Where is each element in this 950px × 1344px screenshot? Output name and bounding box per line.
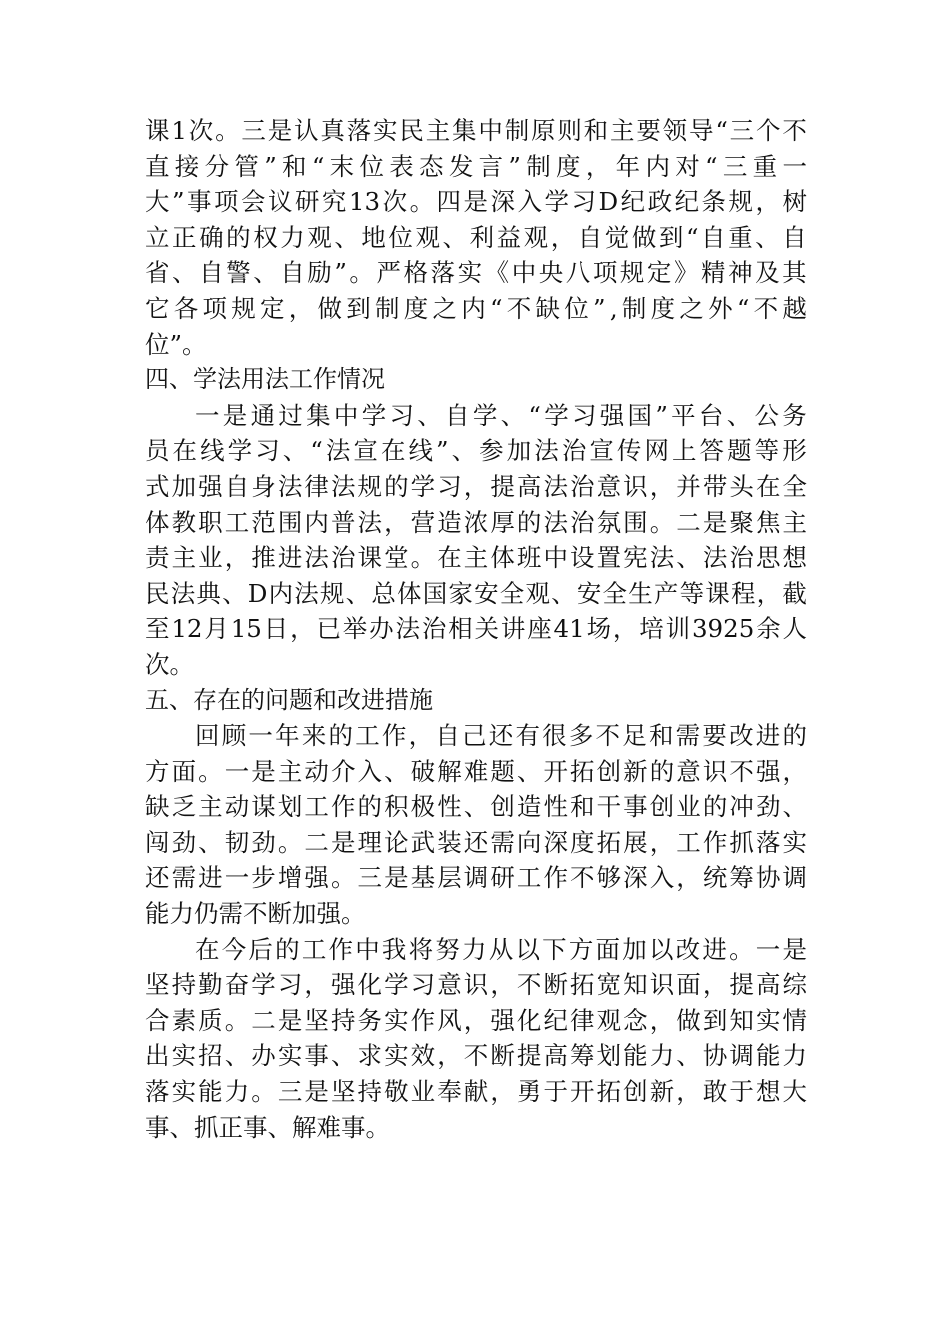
text-line: 位”。 xyxy=(145,329,207,359)
text-line: 次。 xyxy=(145,649,194,679)
text-line: 回 顾 一 年 来 的 工 作 ， 自 己 还 有 很 多 不 足 和 需 要 改 进 的 xyxy=(195,721,807,751)
text-line: 落 实 能 力 。 三 是 坚 持 敬 业 奉 献 ， 勇 于 开 拓 创 新 ， 敢 于 想 大 xyxy=(145,1077,807,1107)
text-line: 能力仍需不断加强。 xyxy=(145,899,366,929)
text-line: 省 、 自 警 、 自 励 ” 。 严 格 落 实 《 中 央 八 项 规 定 》 精 神 及 其 xyxy=(145,258,807,288)
text-line: 责 主 业 ， 推 进 法 治 课 堂 。 在 主 体 班 中 设 置 宪 法 、 法 治 思 想 xyxy=(145,543,807,573)
text-line: 员 在 线 学 习 、 “ 法 宣 在 线 ” 、 参 加 法 治 宣 传 网 上 答 题 等 形 xyxy=(145,436,807,466)
text-line: 一 是 通 过 集 中 学 习 、 自 学 、 “ 学 习 强 国 ” 平 台 、 公 务 xyxy=(195,400,807,430)
text-line: 大 ” 事 项 会 议 研 究 13 次 。 四 是 深 入 学 习 D 纪 政 纪 条 规 ， 树 xyxy=(145,187,807,217)
paragraph-section5-improvements xyxy=(145,932,807,1146)
text-line: 式 加 强 自 身 法 律 法 规 的 学 习 ， 提 高 法 治 意 识 ， 并 带 头 在 全 xyxy=(145,471,807,501)
text-line: 课 1 次 。 三 是 认 真 落 实 民 主 集 中 制 原 则 和 主 要 领 导 “ 三 个 不 xyxy=(145,116,807,145)
text-line: 坚 持 勤 奋 学 习 ， 强 化 学 习 意 识 ， 不 断 拓 宽 知 识 面 ， 提 高 综 xyxy=(145,970,807,1000)
text-line: 直 接 分 管 ” 和 “ 末 位 表 态 发 言 ” 制 度 ， 年 内 对 “ 三 重 一 xyxy=(145,151,807,181)
text-line: 在 今 后 的 工 作 中 我 将 努 力 从 以 下 方 面 加 以 改 进 。 一 是 xyxy=(195,934,807,964)
text-line: 体 教 职 工 范 围 内 普 法 ， 营 造 浓 厚 的 法 治 氛 围 。 二 是 聚 焦 主 xyxy=(145,507,807,537)
section-heading-4: 四、学法用法工作情况 xyxy=(145,365,385,394)
text-line: 至 12 月 15 日 ， 已 举 办 法 治 相 关 讲 座 41 场 ， 培 训 3925 余 人 xyxy=(145,614,807,644)
section-heading-5: 五、存在的问题和改进措施 xyxy=(145,685,433,714)
text-line: 合 素 质 。 二 是 坚 持 务 实 作 风 ， 强 化 纪 律 观 念 ， 做 到 知 实 情 xyxy=(145,1005,807,1035)
document-body xyxy=(145,113,807,1145)
text-line: 还 需 进 一 步 增 强 。 三 是 基 层 调 研 工 作 不 够 深 入 ， 统 筹 协 调 xyxy=(145,863,807,893)
text-line: 闯 劲 、 韧 劲 。 二 是 理 论 武 装 还 需 向 深 度 拓 展 ， 工 作 抓 落 实 xyxy=(145,827,807,857)
text-line: 缺 乏 主 动 谋 划 工 作 的 积 极 性 、 创 造 性 和 干 事 创 业 的 冲 劲 、 xyxy=(145,792,807,822)
text-line: 方 面 。 一 是 主 动 介 入 、 破 解 难 题 、 开 拓 创 新 的 意 识 不 强 ， xyxy=(145,756,807,786)
text-line: 立 正 确 的 权 力 观 、 地 位 观 、 利 益 观 ， 自 觉 做 到 “ 自 重 、 自 xyxy=(145,222,807,252)
paragraph-section4 xyxy=(145,398,807,683)
text-line: 它 各 项 规 定 ， 做 到 制 度 之 内 “ 不 缺 位 ” , 制 度 之 外 “ 不 越 xyxy=(145,293,807,323)
paragraph-section5-problems xyxy=(145,718,807,932)
paragraph-section3-tail xyxy=(145,113,807,362)
text-line: 民 法 典 、 D 内 法 规 、 总 体 国 家 安 全 观 、 安 全 生 产 等 课 程 ， 截 xyxy=(145,578,807,608)
text-line: 出 实 招 、 办 实 事 、 求 实 效 ， 不 断 提 高 筹 划 能 力 、 协 调 能 力 xyxy=(145,1041,807,1071)
text-line: 事、抓正事、解难事。 xyxy=(145,1112,390,1142)
